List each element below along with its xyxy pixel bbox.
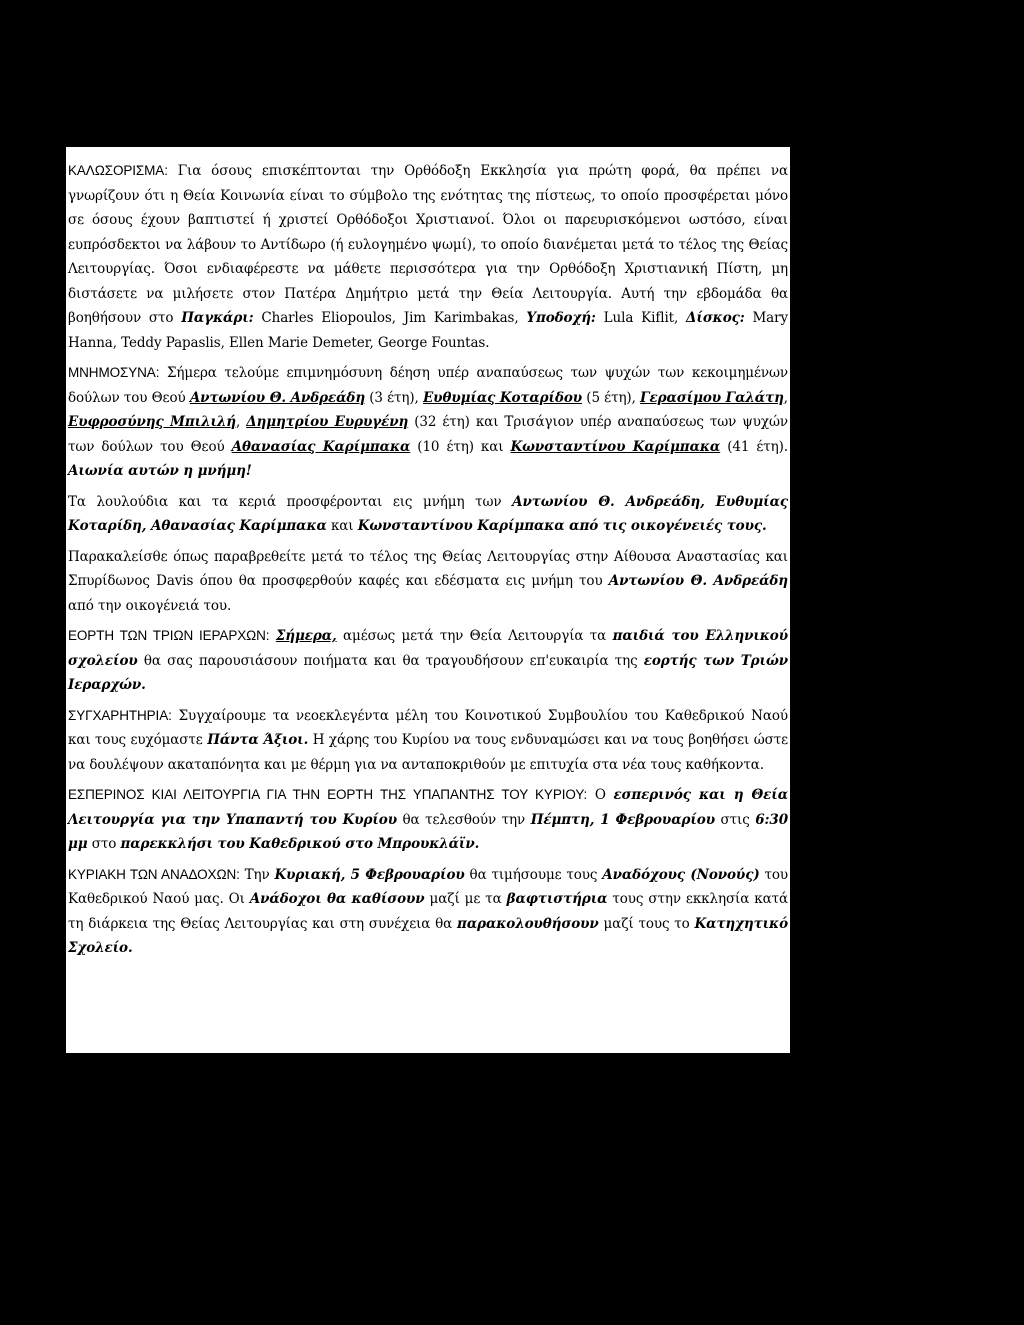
memorial-years: (3 έτη),	[365, 389, 423, 406]
flowers-text: Τα λουλούδια και τα κεριά προσφέρονται εις μνήμη των	[68, 493, 513, 510]
memorial-paragraph	[68, 361, 788, 484]
memorial-separator: ,	[783, 389, 788, 406]
three-hierarchs-feast: εορτής των Τριών Ιεραρχών.	[68, 652, 788, 693]
vespers-text: Ο	[587, 787, 614, 803]
three-hierarchs-text: αμέσως μετά την Θεία Λειτουργία τα	[336, 628, 613, 644]
welcome-heading: ΚΑΛΩΣΟΡΙΣΜΑ:	[68, 163, 168, 178]
memorial-closing: Αιωνία αυτών η μνήμη!	[68, 463, 252, 479]
three-hierarchs-paragraph	[68, 624, 788, 698]
coffee-paragraph	[68, 545, 788, 619]
welcome-text: Για όσους επισκέπτονται την Ορθόδοξη Εκκλησία για πρώτη φορά, θα πρέπει να γνωρίζουν ότι η Θεία Κοινωνία είναι το σύμβολο της ενότητας της πίστεως, το οποίο προσφέρεται μόνο σε όσους έχουν βαπτιστεί ή χριστεί Ορθόδοξοι Χριστιανοί. Όλοι οι παρευρισκόμενοι ωστόσο, είναι ευπρόσδεκτοι να λάβουν το Αντίδωρο (ή ευλογημένο ψωμί), το οποίο διανέμεται μετά το τέλος της Θείας Λειτουργίας. Όσοι ενδιαφέρεστε να μάθετε περισσότερα για την Ορθόδοξη Χριστιανική Πίστη, μη διστάσετε να μιλήσετε στον Πατέρα Δημήτριο μετά την Θεία Λειτουργία. Αυτή την εβδομάδα θα βοηθήσουν στο	[68, 163, 788, 326]
vespers-text: στο	[87, 836, 121, 852]
ypodoxi-names: Lula Kiflit,	[595, 310, 687, 326]
coffee-tail: από την οικογένειά του.	[68, 597, 232, 614]
vespers-date: Πέμπτη, 1 Φεβρουαρίου	[530, 811, 715, 828]
flowers-names: Κωνσταντίνου Καρίμπακα από τις οικογένειές τους.	[357, 518, 767, 534]
godparents-text: μαζί τους το	[598, 915, 695, 932]
godparents-follow: παρακολουθήσουν	[457, 915, 599, 932]
godparents-text: θα τιμήσουμε τους	[464, 866, 603, 883]
vespers-heading: ΕΣΠΕΡΙΝΟΣ ΚΙΑΙ ΛΕΙΤΟΥΡΓΙΑ ΓΙΑ ΤΗΝ ΕΟΡΤΗ ΤΗΣ ΥΠΑΠΑΝΤΗΣ ΤΟΥ ΚΥΡΙΟΥ:	[68, 787, 588, 802]
memorial-name: Δημητρίου Ευρυγένη	[246, 414, 409, 430]
godparents-heading: ΚΥΡΙΑΚΗ ΤΩΝ ΑΝΑΔΟΧΩΝ:	[68, 866, 240, 882]
memorial-heading: ΜΝΗΜΟΣΥΝΑ:	[68, 365, 160, 380]
memorial-name: Αντωνίου Θ. Ανδρεάδη	[189, 389, 366, 406]
godparents-date: Κυριακή, 5 Φεβρουαρίου	[274, 866, 465, 883]
congrats-worthy: Πάντα Άξιοι.	[207, 732, 309, 748]
ypodoxi-label: Υποδοχή:	[526, 310, 596, 326]
vespers-text: στις	[714, 811, 756, 828]
memorial-name: Γερασίμου Γαλάτη	[640, 389, 784, 406]
memorial-years: (10 έτη) και	[410, 438, 511, 455]
memorial-years: (5 έτη),	[582, 389, 641, 406]
vespers-place: παρεκκλήσι του Καθεδρικού στο Μπρουκλάϊν.	[120, 836, 480, 852]
godparents-text: μαζί με τα	[424, 891, 507, 907]
vespers-service: εσπερινός και η Θεία Λειτουργία για την Υπαπαντή του Κυρίου	[68, 787, 788, 828]
three-hierarchs-children: παιδιά του Ελληνικού σχολείου	[68, 628, 788, 669]
welcome-paragraph	[68, 159, 788, 355]
memorial-name: Αθανασίας Καρίμπακα	[231, 438, 411, 455]
memorial-intro: Σήμερα τελούμε επιμνημόσυνη δέηση υπέρ αναπαύσεως των ψυχών των κεκοιμημένων δούλων του Θεού	[68, 365, 788, 406]
bulletin-content	[68, 159, 788, 967]
memorial-separator: ,	[235, 414, 247, 430]
three-hierarchs-text: θα σας παρουσιάσουν ποιήματα και θα τραγουδήσουν επ'ευκαιρία της	[137, 652, 644, 669]
godparents-text: τους στην εκκλησία κατά τη διάρκεια της Θείας Λειτουργίας και στη συνέχεια θα	[68, 891, 788, 932]
vespers-time: 6:30 μμ	[68, 811, 788, 852]
vespers-paragraph	[68, 783, 788, 857]
diskos-label: Δίσκος:	[686, 310, 745, 326]
flowers-and: και	[326, 518, 358, 534]
memorial-name: Ευφροσύνης Μπιλιλή	[68, 414, 236, 430]
godparents-text: του Καθεδρικού Ναού μας. Οι	[68, 866, 788, 907]
godparents-godchildren: βαφτιστήρια	[506, 891, 608, 907]
godparents-sit: Ανάδοχοι θα καθίσουν	[249, 891, 425, 907]
three-hierarchs-today: Σήμερα,	[275, 628, 337, 644]
flowers-paragraph	[68, 490, 788, 539]
bulletin-page	[66, 101, 790, 1053]
godparents-school: Κατηχητικό Σχολείο.	[68, 915, 788, 956]
vespers-text: θα τελεσθούν την	[396, 811, 531, 828]
header-bar	[66, 101, 790, 147]
congrats-text: Συγχαίρουμε τα νεοεκλεγέντα μέλη του Κοινοτικού Συμβουλίου του Καθεδρικού Ναού και τους ευχόμαστε	[68, 707, 788, 748]
congrats-text: Η χάρης του Κυρίου να τους ενδυναμώσει και να τους βοηθήσει ώστε να δουλέψουν ακαταπόνητα και με θέρμη για να ανταποκριθούν με επιτυχία στα νέα τους καθήκοντα.	[68, 732, 788, 773]
coffee-name: Αντωνίου Θ. Ανδρεάδη	[608, 573, 788, 589]
memorial-years: (41 έτη).	[720, 438, 788, 455]
flowers-names: Αντωνίου Θ. Ανδρεάδη, Ευθυμίας Κοταρίδη, Αθανασίας Καρίμπακα	[68, 493, 788, 534]
three-hierarchs-heading: ΕΟΡΤΗ ΤΩΝ ΤΡΙΩΝ ΙΕΡΑΡΧΩΝ:	[68, 628, 270, 643]
congrats-heading: ΣΥΓΧΑΡΗΤΗΡΙΑ:	[68, 707, 172, 723]
godparents-paragraph	[68, 863, 788, 961]
memorial-years: (32 έτη) και Τρισάγιον υπέρ αναπαύσεως των ψυχών των δούλων του Θεού	[68, 414, 788, 455]
congrats-paragraph	[68, 704, 788, 778]
memorial-name: Κωνσταντίνου Καρίμπακα	[510, 438, 721, 455]
godparents-godparents: Αναδόχους (Νονούς)	[602, 866, 760, 883]
diskos-names: Mary Hanna, Teddy Papaslis, Ellen Marie Demeter, George Fountas.	[68, 310, 788, 351]
godparents-text: Την	[239, 866, 275, 883]
memorial-name: Ευθυμίας Κοταρίδου	[422, 389, 583, 406]
coffee-text: Παρακαλείσθε όπως παραβρεθείτε μετά το τέλος της Θείας Λειτουργίας στην Αίθουσα Αναστασίας και Σπυρίδωνος Davis όπου θα προσφερθούν καφές και εδέσματα εις μνήμη του	[68, 548, 788, 589]
pagkari-label: Παγκάρι:	[181, 310, 254, 326]
pagkari-names: Charles Eliopoulos, Jim Karimbakas,	[253, 310, 527, 326]
